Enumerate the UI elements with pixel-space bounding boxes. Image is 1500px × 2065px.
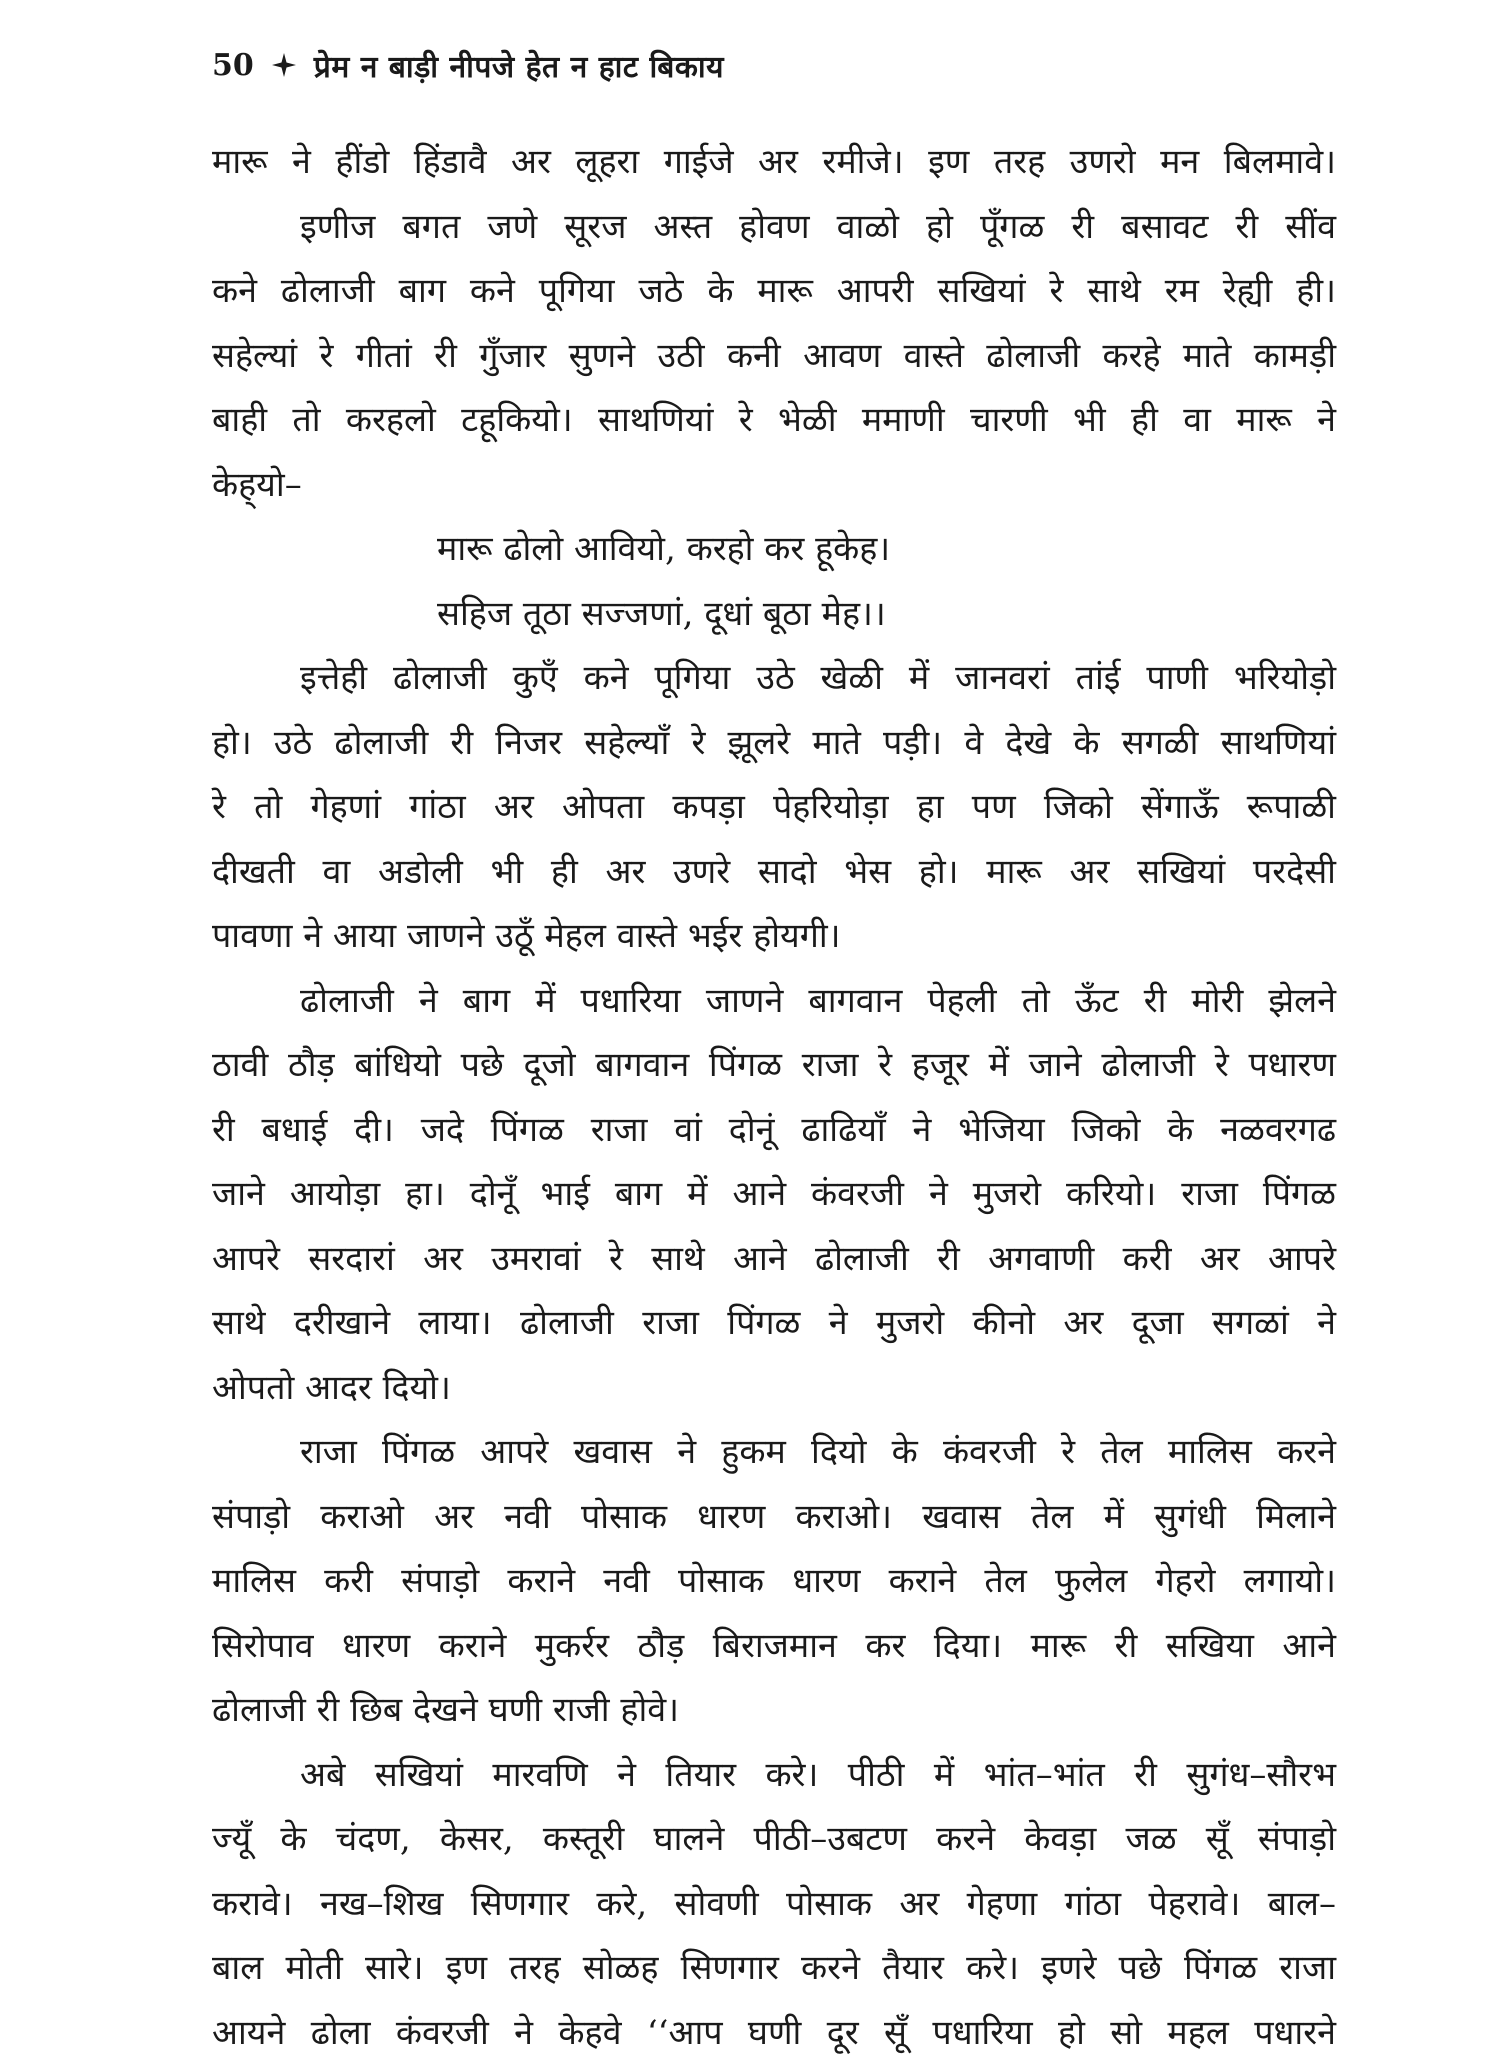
running-head bbox=[212, 40, 1352, 90]
text-line: करावे। नख–शिख सिणगार करे, सोवणी पोसाक अर गेहणा गांठा पेहरावे। बाल– bbox=[212, 1872, 1336, 1937]
text-line: अबे सखियां मारवणि ने तियार करे। पीठी में भांत–भांत री सुगंध–सौरभ bbox=[212, 1743, 1336, 1808]
verse-line: सहिज तूठा सज्जणां, दूधां बूठा मेह।। bbox=[212, 582, 1336, 647]
text-line: सिरोपाव धारण कराने मुकर्रर ठौड़ बिराजमान कर दिया। मारू री सखिया आने bbox=[212, 1614, 1336, 1679]
text-line: जाने आयोड़ा हा। दोनूँ भाई बाग में आने कंवरजी ने मुजरो करियो। राजा पिंगळ bbox=[212, 1162, 1336, 1227]
text-line: ठावी ठौड़ बांधियो पछे दूजो बागवान पिंगळ राजा रे हजूर में जाने ढोलाजी रे पधारण bbox=[212, 1033, 1336, 1098]
text-line: हो। उठे ढोलाजी री निजर सहेल्याँ रे झूलरे माते पड़ी। वे देखे के सगळी साथणियां bbox=[212, 711, 1336, 776]
text-line: बाल मोती सारे। इण तरह सोळह सिणगार करने तैयार करे। इणरे पछे पिंगळ राजा bbox=[212, 1936, 1336, 2001]
text-line: पावणा ने आया जाणने उठूँ मेहल वास्ते भईर होयगी। bbox=[212, 904, 1336, 969]
text-line: ज्यूँ के चंदण, केसर, कस्तूरी घालने पीठी–उबटण करने केवड़ा जळ सूँ संपाड़ो bbox=[212, 1807, 1336, 1872]
text-line: बाही तो करहलो टहूकियो। साथणियां रे भेळी ममाणी चारणी भी ही वा मारू ने bbox=[212, 388, 1336, 453]
body-text bbox=[212, 130, 1336, 2065]
page-number: 50 bbox=[212, 48, 254, 83]
text-line: केह्‌यो– bbox=[212, 453, 1336, 518]
text-line: आयने ढोला कंवरजी ने केहवे ‘‘आप घणी दूर सूँ पधारिया हो सो महल पधारने bbox=[212, 2001, 1336, 2065]
verse-line: मारू ढोलो आवियो, करहो कर हूकेह। bbox=[212, 517, 1336, 582]
text-line: रे तो गेहणां गांठा अर ओपता कपड़ा पेहरियोड़ा हा पण जिको सेंगाऊँ रूपाळी bbox=[212, 775, 1336, 840]
text-line: राजा पिंगळ आपरे खवास ने हुकम दियो के कंवरजी रे तेल मालिस करने bbox=[212, 1420, 1336, 1485]
text-line: साथे दरीखाने लाया। ढोलाजी राजा पिंगळ ने मुजरो कीनो अर दूजा सगळां ने bbox=[212, 1291, 1336, 1356]
text-line: दीखती वा अडोली भी ही अर उणरे सादो भेस हो। मारू अर सखियां परदेसी bbox=[212, 840, 1336, 905]
text-line: ओपतो आदर दियो। bbox=[212, 1356, 1336, 1421]
text-line: मालिस करी संपाड़ो कराने नवी पोसाक धारण कराने तेल फुलेल गेहरो लगायो। bbox=[212, 1549, 1336, 1614]
text-line: कने ढोलाजी बाग कने पूगिया जठे के मारू आपरी सखियां रे साथे रम रेह्यी ही। bbox=[212, 259, 1336, 324]
text-line: संपाड़ो कराओ अर नवी पोसाक धारण कराओ। खवास तेल में सुगंधी मिलाने bbox=[212, 1485, 1336, 1550]
text-line: सहेल्यां रे गीतां री गुँजार सुणने उठी कनी आवण वास्ते ढोलाजी करहे माते कामड़ी bbox=[212, 324, 1336, 389]
text-line: आपरे सरदारां अर उमरावां रे साथे आने ढोलाजी री अगवाणी करी अर आपरे bbox=[212, 1227, 1336, 1292]
text-line: मारू ने हींडो हिंडावै अर लूहरा गाईजे अर रमीजे। इण तरह उणरो मन बिलमावे। bbox=[212, 130, 1336, 195]
book-title: प्रेम न बाड़ी नीपजे हेत न हाट बिकाय bbox=[314, 45, 724, 86]
text-line: इणीज बगत जणे सूरज अस्त होवण वाळो हो पूँगळ री बसावट री सींव bbox=[212, 195, 1336, 260]
four-point-star-icon bbox=[272, 53, 296, 77]
text-line: ढोलाजी री छिब देखने घणी राजी होवे। bbox=[212, 1678, 1336, 1743]
text-line: इत्तेही ढोलाजी कुएँ कने पूगिया उठे खेळी में जानवरां तांई पाणी भरियोड़ो bbox=[212, 646, 1336, 711]
text-line: री बधाई दी। जदे पिंगळ राजा वां दोनूं ढाढियाँ ने भेजिया जिको के नळवरगढ bbox=[212, 1098, 1336, 1163]
text-line: ढोलाजी ने बाग में पधारिया जाणने बागवान पेहली तो ऊँट री मोरी झेलने bbox=[212, 969, 1336, 1034]
